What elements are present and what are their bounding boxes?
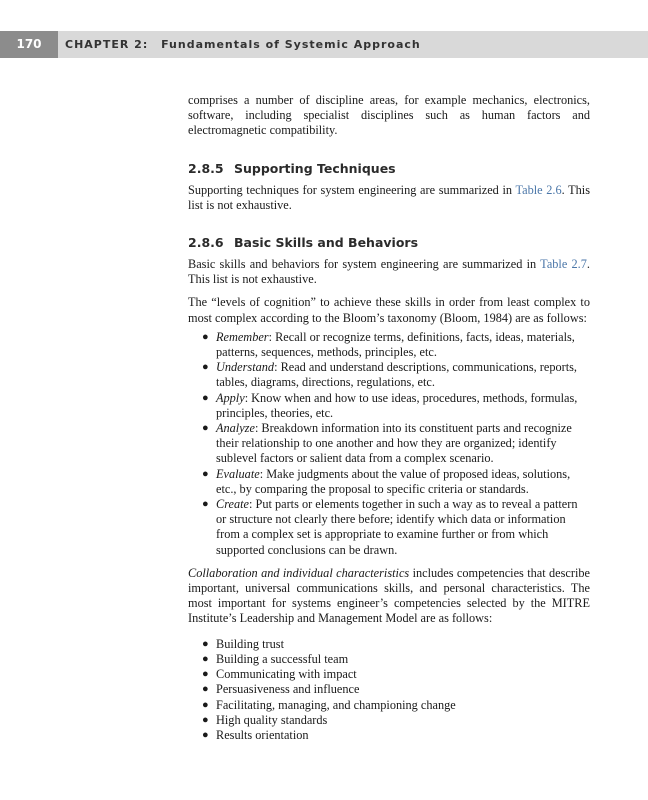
list-item	[188, 360, 590, 390]
bullet-icon: ●	[202, 330, 209, 343]
competency-label: Building a successful team	[216, 651, 349, 666]
list-item	[188, 682, 590, 697]
level-description: : Make judgments about the value of proposed ideas, solutions, etc., by comparing the proposal to specific criteria or standards.	[216, 466, 571, 496]
level-description: : Know when and how to use ideas, procedures, methods, formulas, principles, theories, etc.	[216, 390, 578, 420]
running-header	[0, 31, 648, 58]
level-description: : Breakdown information into its constituent parts and recognize their relationship to one another and how they are organized; identify sublevel factors or salient data from a complex scenario.	[216, 421, 572, 466]
section-title: Supporting Techniques	[234, 160, 396, 176]
bullet-icon: ●	[202, 668, 209, 681]
competency-label: Building trust	[216, 636, 284, 651]
competencies-list	[188, 637, 590, 743]
bullet-icon: ●	[202, 698, 209, 711]
bullet-icon: ●	[202, 683, 209, 696]
list-item	[188, 667, 590, 682]
bullet-icon: ●	[202, 467, 209, 480]
list-item	[188, 467, 590, 497]
table-2-6-link[interactable]: Table 2.6	[515, 182, 562, 197]
bullet-icon: ●	[202, 713, 209, 726]
bullet-icon: ●	[202, 652, 209, 665]
basic-skills-paragraph	[188, 257, 590, 287]
section-heading-2-8-6	[188, 235, 590, 251]
bullet-icon: ●	[202, 361, 209, 374]
list-item	[188, 713, 590, 728]
list-item	[188, 728, 590, 743]
paragraph-text: Supporting techniques for system engineering are summarized in	[188, 182, 516, 197]
competency-label: Communicating with impact	[216, 667, 357, 682]
chapter-label: CHAPTER 2:	[65, 38, 149, 51]
level-term: Evaluate	[216, 466, 260, 481]
competency-label: Results orientation	[216, 727, 309, 742]
paragraph-text: . This list is not exhaustive.	[188, 257, 590, 287]
collaboration-paragraph	[188, 566, 590, 627]
list-item	[188, 391, 590, 421]
cognition-levels-list	[188, 330, 590, 558]
competency-label: Facilitating, managing, and championing change	[216, 697, 456, 712]
list-item	[188, 330, 590, 360]
section-heading-2-8-5	[188, 161, 590, 177]
list-item	[188, 698, 590, 713]
level-term: Understand	[216, 360, 275, 375]
list-item	[188, 421, 590, 467]
cognition-intro-paragraph: The “levels of cognition” to achieve these skills in order from least complex to most complex according to the Bloom’s taxonomy (Bloom, 1984) are as follows:	[188, 295, 590, 325]
supporting-techniques-paragraph	[188, 183, 590, 213]
level-term: Remember	[216, 329, 269, 344]
level-term: Analyze	[216, 421, 255, 436]
chapter-title: Fundamentals of Systemic Approach	[161, 38, 421, 51]
list-item	[188, 652, 590, 667]
bullet-icon: ●	[202, 391, 209, 404]
table-2-7-link[interactable]: Table 2.7	[540, 257, 587, 272]
bullet-icon: ●	[202, 637, 209, 650]
section-number: 2.8.6	[188, 235, 224, 251]
level-description: : Read and understand descriptions, communications, reports, tables, diagrams, directions, regulations, etc.	[216, 360, 577, 390]
page-number: 170	[0, 31, 58, 58]
collaboration-term: Collaboration and individual characteristics	[188, 565, 410, 580]
level-description: : Put parts or elements together in such a way as to reveal a pattern or structure not clearly there before; identify which data or information from a complex set is appropriate to examine further or from which supported conclusions can be drawn.	[216, 497, 578, 557]
level-description: : Recall or recognize terms, definitions, facts, ideas, materials, patterns, sequences, methods, principles, etc.	[216, 329, 575, 360]
paragraph-text: Basic skills and behaviors for system engineering are summarized in	[188, 257, 541, 272]
list-item	[188, 497, 590, 558]
bullet-icon: ●	[202, 422, 209, 435]
level-term: Apply	[216, 390, 245, 405]
section-title: Basic Skills and Behaviors	[234, 235, 419, 251]
intro-paragraph: comprises a number of discipline areas, for example mechanics, electronics, software, including specialist disciplines such as human factors and electromagnetic compatibility.	[188, 93, 590, 138]
page-body	[188, 93, 590, 743]
paragraph-text: includes competencies that describe important, universal communications skills, and personal characteristics. The most important for systems engineer’s competencies selected by the MITRE Institute’s Leadership and Management Model are as follows:	[188, 565, 590, 626]
competency-label: Persuasiveness and influence	[216, 682, 360, 697]
running-head	[65, 31, 421, 58]
bullet-icon: ●	[202, 728, 209, 741]
section-number: 2.8.5	[188, 160, 224, 176]
competency-label: High quality standards	[216, 712, 328, 727]
level-term: Create	[216, 497, 250, 512]
bullet-icon: ●	[202, 498, 209, 511]
paragraph-text: . This list is not exhaustive.	[188, 182, 590, 212]
list-item	[188, 637, 590, 652]
